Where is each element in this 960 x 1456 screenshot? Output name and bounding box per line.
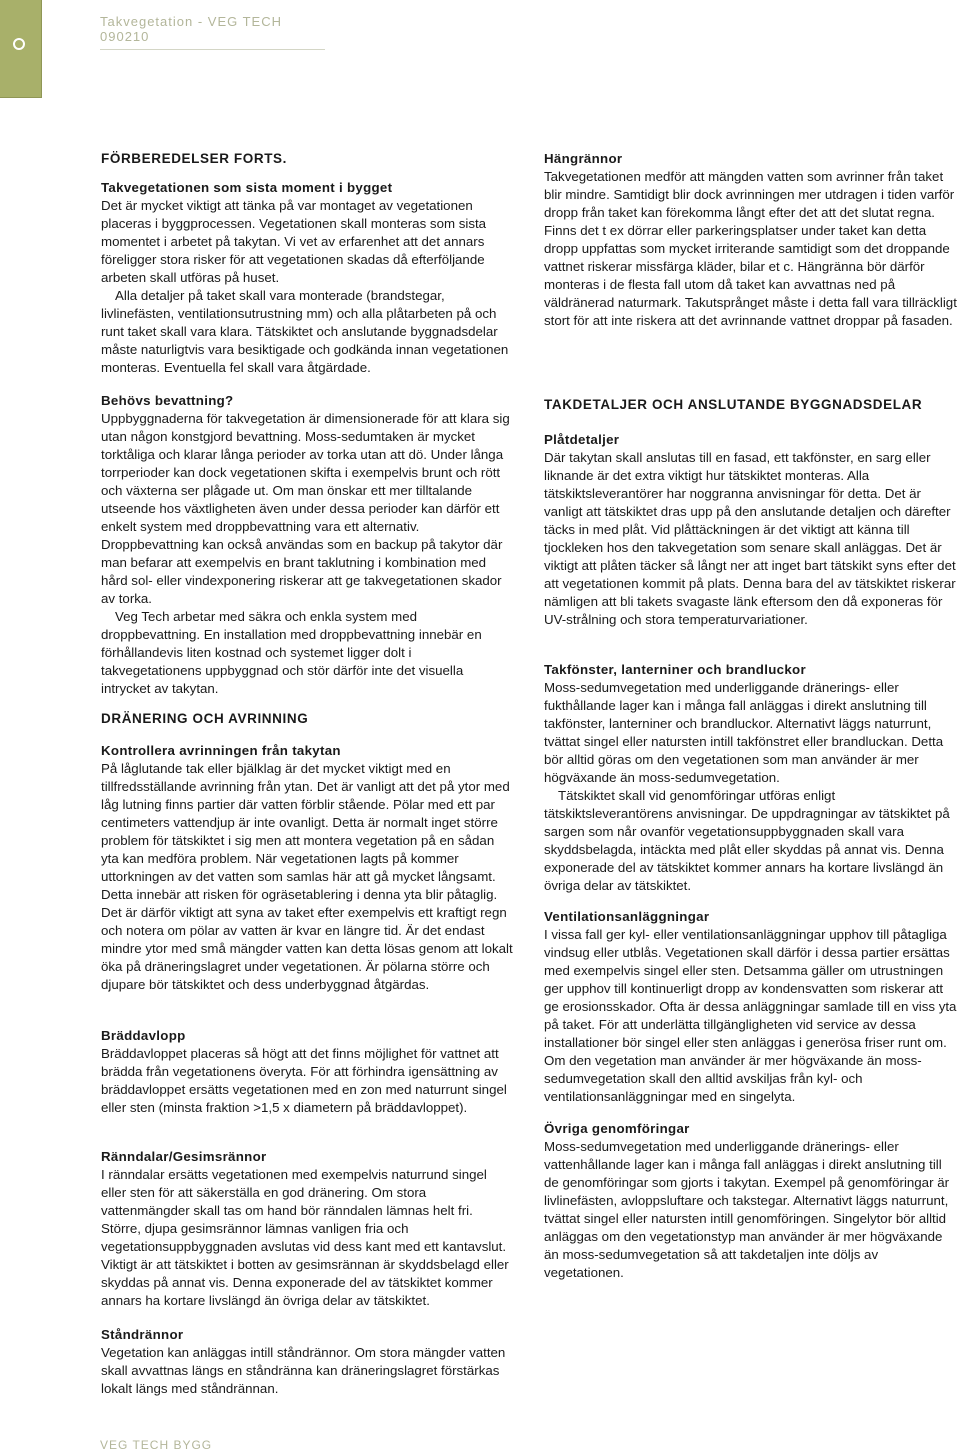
paragraph: Bräddavloppet placeras så högt att det finns möjlighet för vattnet att brädda från vegetationens överyta. För att förhindra igensättning av bräddavloppet ersätts vegetationen med en zon med naturrunt singel eller sten (minsta fraktion >1,5 x diametern på bräddavloppet). <box>101 1046 507 1115</box>
section-subheading: Takfönster, lanterniner och brandluckor <box>544 662 806 677</box>
section-subheading: Behövs bevattning? <box>101 393 234 408</box>
paragraph: Uppbyggnaderna för takvegetation är dimensionerade för att klara sig utan någon konstgjord bevattning. Moss-sedumtaken är mycket torktåliga och klarar långa perioder av torka utan att dö. Under långa torrperioder kan dock vegetationen skifta i exempelvis brunt och rött och växterna ser plågade ut. Om man önskar ett mer tilltalande utseende hos växtligheten även under dessa perioder kan därför ett enkelt system med droppbevattning vara ett alternativ. Droppbevattning kan också användas som en backup på takytor där man befarar att exempelvis en brant taklutning i kombination med hård sol- eller vindexponering riskerar att ge takvegetationen skador av torka. <box>101 411 510 606</box>
page-header: Takvegetation - VEG TECH 090210 <box>100 14 325 50</box>
section-subheading: Bräddavlopp <box>101 1028 186 1043</box>
section-subheading: Ståndrännor <box>101 1327 184 1342</box>
section-subheading: Hängrännor <box>544 151 623 166</box>
section-ranndalar <box>101 1148 513 1310</box>
section-dranering <box>101 710 513 994</box>
paragraph: På låglutande tak eller bjälklag är det mycket viktigt med en tillfredsställande avrinning från ytan. Det är vanligt att det på ytor med låg lutning finns partier där vatten förblir stående. Pölar med ett par centimeters vattendjup är inte ovanligt. Detta är normalt inget större problem för tätskiktet i sig men att montera vegetation på en sådan yta kan medföra problem. När vegetationen lagts på kommer uttorkningen av det vatten som samlas här att gå mycket långsamt. Detta innebär att risken för ogräsetablering i denna yta blir påtaglig. Det är därför viktigt att syna av taket efter exempelvis ett kraftigt regn och notera om pölar av vatten är kvar en längre tid. Är det endast mindre ytor med små mängder vatten kan detta lösas genom att lokalt öka på dräneringslagret under vegetationen. Är pölarna större och djupare bör tätskiktet och dess underbyggnad åtgärdas. <box>101 761 513 992</box>
section-heading: TAKDETALJER OCH ANSLUTANDE BYGGNADSDELAR <box>544 397 923 412</box>
paragraph: Veg Tech arbetar med säkra och enkla system med droppbevattning. En installation med droppbevattning innebär en förhållandevis liten kostnad och systemet ligger dolt i takvegetationens uppbyggnad och stör därför inte det visuella intrycket av takytan. <box>101 609 482 696</box>
circle-icon <box>13 38 25 50</box>
paragraph: I ränndalar ersätts vegetationen med exempelvis naturrund singel eller sten för att säkerställa en god dränering. Om stora vattenmängder skall tas om hand bör ränndalen lämnas helt fri. Större, djupa gesimsrännor lämnas vanligen fria och vegetationsuppbyggnaden avslutas vid dess kant med ett kantavslut. Viktigt är att tätskiktet i botten av gesimsrännan är skyddsbelagd eller skyddas på annat vis. Denna exponerade del av tätskiktet kommer annars ha kortare livslängd än övriga delar av tätskiktet. <box>101 1167 509 1308</box>
section-forberedelser <box>101 150 513 377</box>
section-heading: DRÄNERING OCH AVRINNING <box>101 711 309 726</box>
paragraph: Där takytan skall anslutas till en fasad, ett takfönster, en sarg eller liknande är det extra viktigt hur tätskiktet monteras. Alla tätskiktsleverantörer har noggranna anvisningar för detta. Det är vanligt att tätskiktet dras upp på den anslutande detaljen och därefter täcks in med plåt. Vid plåttäckningen är det viktigt att känna till tjockleken hos den takvegetation som senare skall anläggas. Det är viktigt att plåten täcker så långt ner att inget bart tätskikt syns efter det att vegetationen kommit på plats. Denna bara del av tätskiktet riskerar nämligen att bli takets svagaste länk eftersom den då exponeras för UV-strålning och stora temperaturvariationer. <box>544 450 956 627</box>
paragraph: I vissa fall ger kyl- eller ventilationsanläggningar upphov till påtagliga vindsug eller utblås. Vegetationen skall därför i dessa partier ersättas med exempelvis singel eller sten. Detsamma gäller om utrustningen ger upphov till kontinuerligt dropp av kondensvatten som riskerar att ge erosionsskador. Ofta är dessa anläggningar samlade till en viss yta på taket. För att underlätta tillgängligheten vid service av dessa installationer bör singel eller sten anläggas i generösa friser runt om. Om den vegetation man använder är mer högväxande än moss-sedumvegetation skall den alltid avskiljas från kyl- och ventilationsanläggningar med en singelyta. <box>544 927 957 1104</box>
section-subheading: Övriga genomföringar <box>544 1121 690 1136</box>
paragraph: Moss-sedumvegetation med underliggande dränerings- eller fukthållande lager kan i många fall anläggas i direkt anslutning till takfönster, lanterniner och brandluckor. Alternativt läggs naturrunt, tvättat singel eller natursten intill takfönstret eller brandluckan. Detta bör alltid göras om den vegetationen som man använder är mer högväxande än moss-sedumvegetation. <box>544 680 944 785</box>
paragraph: Alla detaljer på taket skall vara monterade (brandstegar, livlinefästen, ventilationsutrustning mm) och alla plåtarbeten på och runt taket skall vara klara. Tätskiktet och anslutande byggnadsdelar måste naturligtvis vara besiktigade och godkända innan vegetationen monteras. Eventuella fel skall vara åtgärdade. <box>101 288 509 375</box>
paragraph: Tätskiktet skall vid genomföringar utföras enligt tätskiktsleverantörens anvisningar. De uppdragningar av tätskiktet på sargen som når ovanför vegetationsuppbyggnaden skall vara skyddsbelagda, intäckta med plåt eller skyddas på annat vis. Denna exponerade del av tätskiktet kommer annars ha kortare livslängd än övriga delar av tätskiktet. <box>544 788 950 893</box>
section-hangrannor <box>544 150 958 330</box>
section-standrannor <box>101 1326 513 1398</box>
section-subheading: Ränndalar/Gesimsrännor <box>101 1149 267 1164</box>
section-ovriga <box>544 1120 958 1282</box>
corner-tab <box>0 0 42 98</box>
section-takfonster <box>544 661 958 895</box>
paragraph: Det är mycket viktigt att tänka på var montaget av vegetationen placeras i byggprocessen. Vegetationen skall monteras som sista momentet i arbetet på takytan. Vi vet av erfarenhet att det annars föreligger stora risker för att vegetationen skadas då efterföljande arbeten skall utföras på huset. <box>101 198 487 285</box>
section-subheading: Plåtdetaljer <box>544 432 620 447</box>
section-subheading: Takvegetationen som sista moment i bygget <box>101 180 393 195</box>
paragraph: Takvegetationen medför att mängden vatten som avrinner från taket blir mindre. Samtidigt blir dock avrinningen mer utdragen i tiden varför dropp från taket kan förekomma långt efter det att det slutat regna. Finns det t ex dörrar eller parkeringsplatser under taket kan detta dropp uppfattas som mycket irriterande samtidigt som det droppande vattnet riskerar missfärga kläder, bilar et c. Hängränna bör därför monteras i de flesta fall utom då taket kan avvattnas ned på väldränerad naturmark. Takutsprånget måste i detta fall vara tillräckligt stort för att inte riskera att det avrinnande vattnet droppar på fasaden. <box>544 169 957 328</box>
section-ventilation <box>544 908 958 1106</box>
paragraph: Vegetation kan anläggas intill ståndrännor. Om stora mängder vatten skall avvattnas längs en ståndränna kan dräneringslagret förstärkas lokalt längs med ståndrännan. <box>101 1345 506 1396</box>
section-braddavlopp <box>101 1027 513 1117</box>
section-subheading: Kontrollera avrinningen från takytan <box>101 743 341 758</box>
section-heading: FÖRBEREDELSER FORTS. <box>101 151 288 166</box>
paragraph: Moss-sedumvegetation med underliggande dränerings- eller vattenhållande lager kan i många fall anläggas i direkt anslutning till de genomföringar som gjorts i takytan. Exempel på genomföringar är livlinefästen, avloppsluftare och takstegar. Alternativt läggs naturrunt, tvättat singel eller natursten intill genomföringen. Singelytor bör alltid anläggas om den vegetationstyp man använder är mer högväxande än moss-sedumvegetation så att takdetaljen inte döljs av vegetationen. <box>544 1139 950 1280</box>
section-takdetaljer <box>544 396 958 629</box>
page-footer: VEG TECH BYGG <box>100 1438 213 1452</box>
section-bevattning <box>101 392 513 698</box>
section-subheading: Ventilationsanläggningar <box>544 909 710 924</box>
